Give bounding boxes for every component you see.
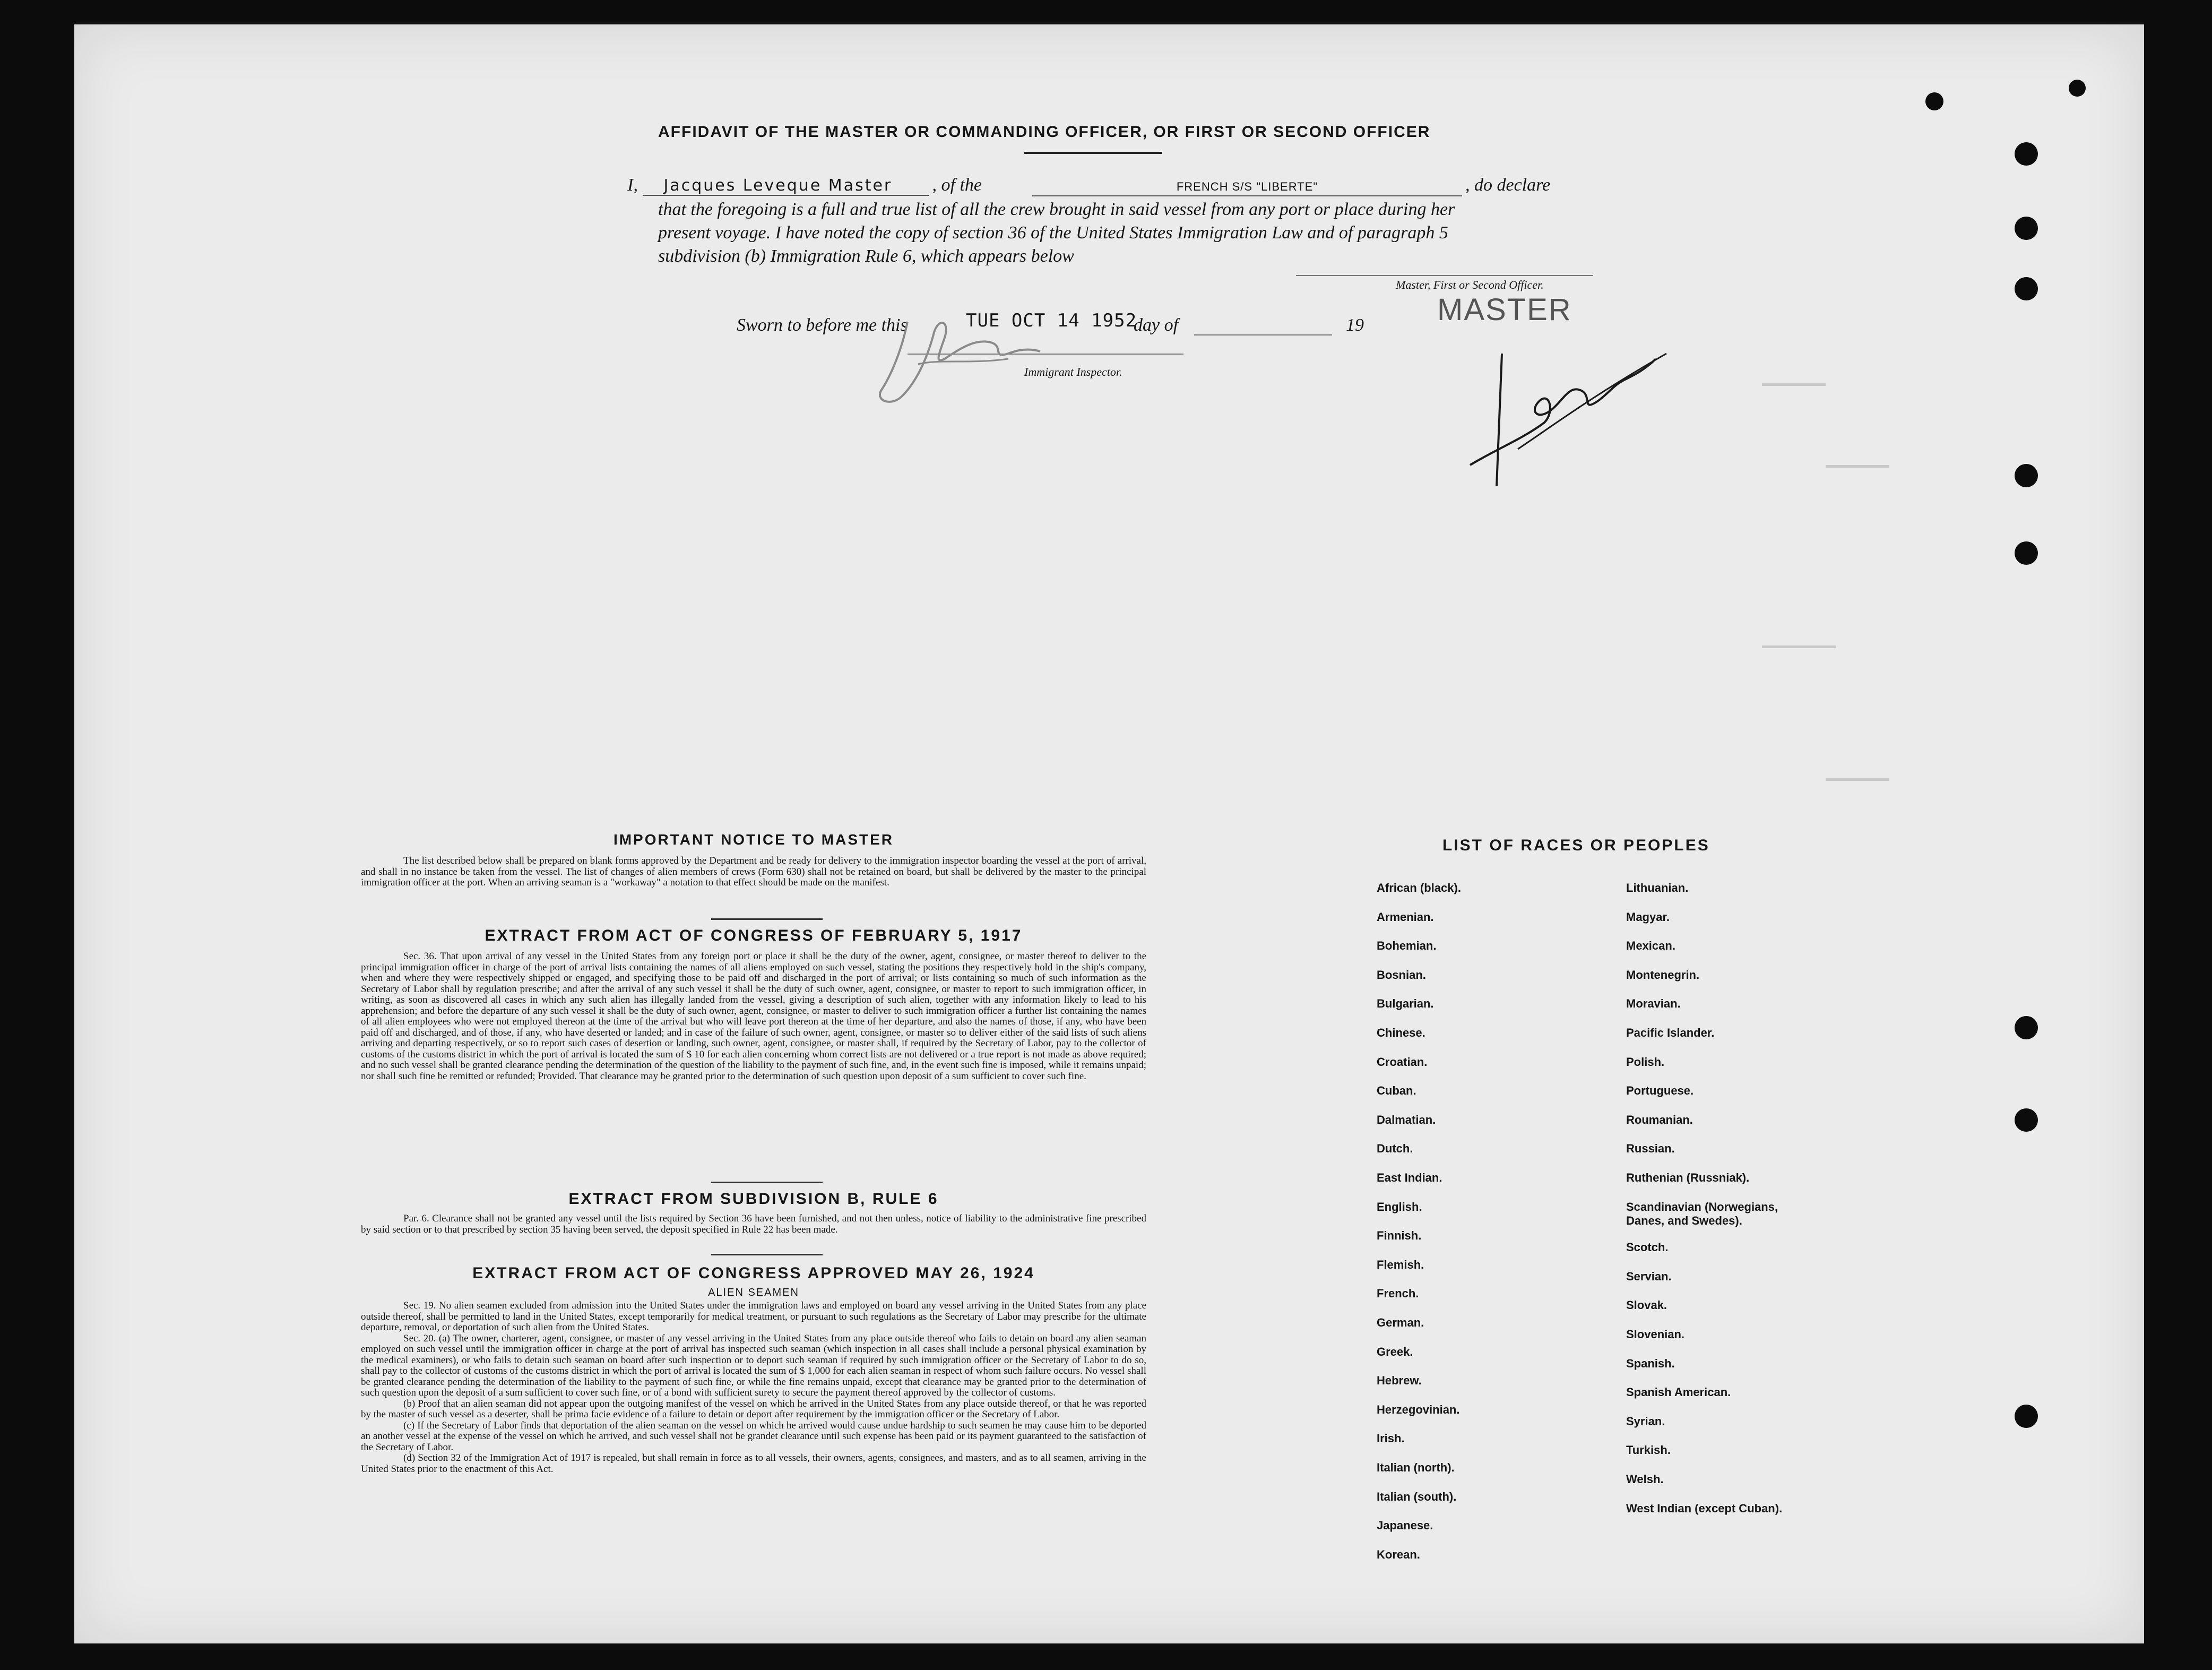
line1-mid: , of the [932,175,982,195]
extract-rule6-body: Par. 6. Clearance shall not be granted any vessel until the lists required by Section 36 have been furnished, and not then unless, notice of liability to the administrative fine prescribed by said section or to that prescribed by section 35 having been served, the deposit specified in Rule 22 has been made. [361,1213,1146,1235]
master-stamp: MASTER [1437,292,1572,327]
race-item: East Indian. [1377,1171,1442,1184]
race-item: Moravian. [1626,997,1681,1010]
race-item: Bulgarian. [1377,997,1434,1010]
race-item: Bohemian. [1377,939,1437,952]
race-item: Korean. [1377,1548,1420,1561]
sec-19-paragraph: Sec. 19. No alien seamen excluded from admission into the United States under the immigration laws and employed on board any vessel arriving in the United States from any place outside thereof, shall be permitted to land in the United States, except temporarily for medical treatment, or pursuant to such regulations as the Secretary of Labor may prescribe for the ultimate departure, removal, or deportation of such alien from the United States. [361,1300,1146,1333]
inspector-signature [870,300,1051,417]
notice-title: IMPORTANT NOTICE TO MASTER [613,831,894,848]
affidavit-title: AFFIDAVIT OF THE MASTER OR COMMANDING OFFICER, OR FIRST OR SECOND OFFICER [658,123,1431,141]
race-item: Welsh. [1626,1473,1664,1486]
race-item: Irish. [1377,1432,1405,1445]
sec-20b-paragraph: (b) Proof that an alien seaman did not appear upon the outgoing manifest of the vessel on which he arrived in the United States from any place outside thereof, or that he was reported by the master of such vessel as a deserter, shall be prima facie evidence of a failure to detain or deport after requirement by the immigration officer or the Secretary of Labor. [361,1398,1146,1420]
day-of-line [1194,334,1332,335]
race-item: Cuban. [1377,1084,1416,1097]
affidavit-line-4: subdivision (b) Immigration Rule 6, which appears below [658,246,1074,266]
race-item: Hebrew. [1377,1374,1422,1387]
punch-hole [2015,541,2038,565]
officer-signature-line [1296,275,1593,276]
races-title: LIST OF RACES OR PEOPLES [1442,837,1710,854]
race-item: Croatian. [1377,1055,1428,1069]
bleed-through-mark [1826,778,1889,781]
race-item: Lithuanian. [1626,881,1689,894]
officer-caption: Master, First or Second Officer. [1396,278,1544,291]
extract-1917-body: Sec. 36. That upon arrival of any vessel in the United States from any foreign port or place it shall be the duty of the owner, agent, consignee, or master thereof to deliver to the principal immigration officer in charge of the port of arrival lists containing the names of all aliens employed on such vessel, stating the positions they respectively hold in the ship's company, when and where they were respectively shipped or engaged, and specifying those to be paid off and discharged in the port of arrival; or lists containing so much of such information as the Secretary of Labor shall by regulation prescribe; and after the arrival of any such vessel it shall be the duty of such owner, agent, consignee, or master to report to such immigration officer, in writing, as soon as discovered all cases in which any such alien has illegally landed from the vessel, giving a description of such alien, together with any information likely to lead to his apprehension; and before the departure of any such vessel it shall be the duty of such owner, agent, consignee, or master to deliver to such immigration officer a further list containing the names of all alien employees who were not employed thereon at the time of the arrival but who will leave port thereon at the time of her departure, and also the names of those, if any, who have been paid off and discharged, and of those, if any, who have deserted or landed; and in case of the failure of such owner, agent, consignee, or master so to deliver either of the said lists of such aliens arriving and departing respectively, or so to report such cases of desertion or landing, such owner, agent, consignee, or master shall, if required by the Secretary of Labor, pay to the collector of customs of the customs district in which the port of arrival is located the sum of $ 10 for each alien concerning whom correct lists are not delivered or a true report is not made as above required; and no such vessel shall be granted clearance pending the determination of the question of the liability to the payment of such fine, and, in the event such fine is imposed, while it remains unpaid; nor shall such fine be remitted or refunded; Provided. That clearance may be granted prior to the determination of such question upon deposit of a sum sufficient to cover such fine. [361,951,1146,1082]
date-stamp: TUE OCT 14 1952 [966,310,1137,331]
race-item: German. [1377,1316,1424,1329]
extract-1924-body [361,1301,1146,1475]
race-item: Russian. [1626,1142,1675,1155]
race-item: Polish. [1626,1055,1665,1069]
year-prefix: 19 [1346,315,1364,335]
race-item: Magyar. [1626,910,1670,924]
race-item: Herzegovinian. [1377,1403,1460,1416]
race-item: Armenian. [1377,910,1434,924]
race-item: Dutch. [1377,1142,1413,1155]
inspector-caption: Immigrant Inspector. [1024,365,1122,378]
race-item: Syrian. [1626,1415,1665,1428]
punch-hole [2015,277,2038,300]
extract-1924-title: EXTRACT FROM ACT OF CONGRESS APPROVED MAY 26, 1924 [472,1264,1035,1282]
punch-hole [2015,217,2038,240]
master-signature [1433,343,1688,492]
line1-end: , do declare [1465,175,1551,195]
race-item: Dalmatian. [1377,1113,1436,1126]
section-divider [711,1254,823,1255]
punch-hole [2015,464,2038,487]
title-underline [1024,152,1162,154]
race-item: Ruthenian (Russniak). [1626,1171,1750,1184]
punch-hole [2015,1016,2038,1039]
race-item: Japanese. [1377,1519,1433,1532]
race-item: Greek. [1377,1345,1413,1358]
punch-hole [2015,1405,2038,1428]
extract-rule6-title: EXTRACT FROM SUBDIVISION B, RULE 6 [568,1190,939,1208]
affidavit-line-2: that the foregoing is a full and true list of all the crew brought in said vessel from any port or place during her [658,200,1455,219]
race-item: Flemish. [1377,1258,1424,1271]
race-item: Slovenian. [1626,1328,1685,1341]
notice-body: The list described below shall be prepared on blank forms approved by the Department and be ready for delivery to the immigration inspector boarding the vessel at the port of arrival, and shall in no instance be taken from the vessel. The list of changes of alien members of crews (Form 630) shall not be retained on board, but shall be delivered by the master to the principal immigration officer at the port. When an arriving seaman is a "workaway" a notation to that effect should be made on the manifest. [361,855,1146,888]
race-item: French. [1377,1287,1419,1300]
race-item: Portuguese. [1626,1084,1694,1097]
sec-20d-paragraph: (d) Section 32 of the Immigration Act of 1917 is repealed, but shall remain in force as to all vessels, their owners, agents, consignees, and masters, and as to all seamen, arriving in the United States prior to the enactment of this Act. [361,1452,1146,1475]
punch-hole [2015,1108,2038,1132]
race-item: English. [1377,1200,1422,1213]
extract-1917-title: EXTRACT FROM ACT OF CONGRESS OF FEBRUARY 5, 1917 [485,927,1023,944]
race-item: Italian (south). [1377,1490,1457,1503]
punch-hole [2015,142,2038,166]
race-item: Finnish. [1377,1229,1422,1242]
race-item: Chinese. [1377,1026,1425,1039]
bleed-through-mark [1762,645,1836,648]
officer-name-field: Jacques Leveque Master [643,176,929,196]
punch-hole [2069,80,2086,97]
affidavit-line-1 [606,175,1550,196]
race-item: African (black). [1377,881,1461,894]
sec-20c-paragraph: (c) If the Secretary of Labor finds that deportation of the alien seaman on the vessel on which he arrived would cause undue hardship to such seamen he may cause him to be deported an another vessel at the expense of the vessel on which he arrived, and such vessel shall not be grandet clearance until such expense has been paid or its payment guaranteed to the satisfaction of the Secretary of Labor. [361,1419,1146,1453]
race-item: Pacific Islander. [1626,1026,1715,1039]
race-item: Scandinavian (Norwegians, Danes, and Swedes). [1626,1200,1778,1227]
race-item: Turkish. [1626,1443,1671,1457]
document-sheet [74,24,2144,1643]
race-item: Mexican. [1626,939,1675,952]
extract-1924-subtitle: ALIEN SEAMEN [708,1287,799,1298]
race-item: Slovak. [1626,1298,1667,1312]
vessel-name-field: FRENCH S/S "LIBERTE" [1032,175,1462,196]
race-item: Spanish. [1626,1357,1675,1370]
race-item: Bosnian. [1377,968,1426,982]
race-item: Scotch. [1626,1241,1669,1254]
section-divider [711,918,823,920]
day-of-label: day of [1134,315,1179,335]
race-item: Montenegrin. [1626,968,1700,982]
sworn-text: Sworn to before me this [737,315,908,335]
race-item: Roumanian. [1626,1113,1693,1126]
sec-20a-paragraph: Sec. 20. (a) The owner, charterer, agent, consignee, or master of any vessel arriving in the United States from any place outside thereof who fails to detain on board any alien seaman employed on such vessel until the immigration officer in charge at the port of arrival has inspected such seaman (which inspection in all cases shall include a personal physical examination by the medical examiners), or who fails to detain such seaman on board after such inspection or to deport such seaman if required by such immigration officer or the Secretary of Labor to do so, shall pay to the collector of customs of the customs district in which the port of arrival is located the sum of $ 1,000 for each alien seaman in respect of whom such failure occurs. No vessel shall be granted clearance pending the determination of the liability to the payment of such fine, or while the fine remains unpaid, except that clearance may be granted prior to the determination of such question upon the deposit of a sum sufficient to cover such fine, or of a bond with sufficient surety to secure the payment thereof approved by the collector of customs. [361,1332,1146,1398]
race-item: Italian (north). [1377,1461,1455,1474]
race-item: Spanish American. [1626,1385,1731,1399]
bleed-through-mark [1762,383,1826,386]
section-divider [711,1182,823,1183]
affidavit-line-3: present voyage. I have noted the copy of section 36 of the United States Immigration Law and of paragraph 5 [658,223,1448,243]
line1-prefix: I, [627,175,638,195]
punch-hole [1925,92,1943,110]
bleed-through-mark [1826,465,1889,468]
race-item: West Indian (except Cuban). [1626,1502,1783,1515]
race-item: Servian. [1626,1270,1672,1283]
